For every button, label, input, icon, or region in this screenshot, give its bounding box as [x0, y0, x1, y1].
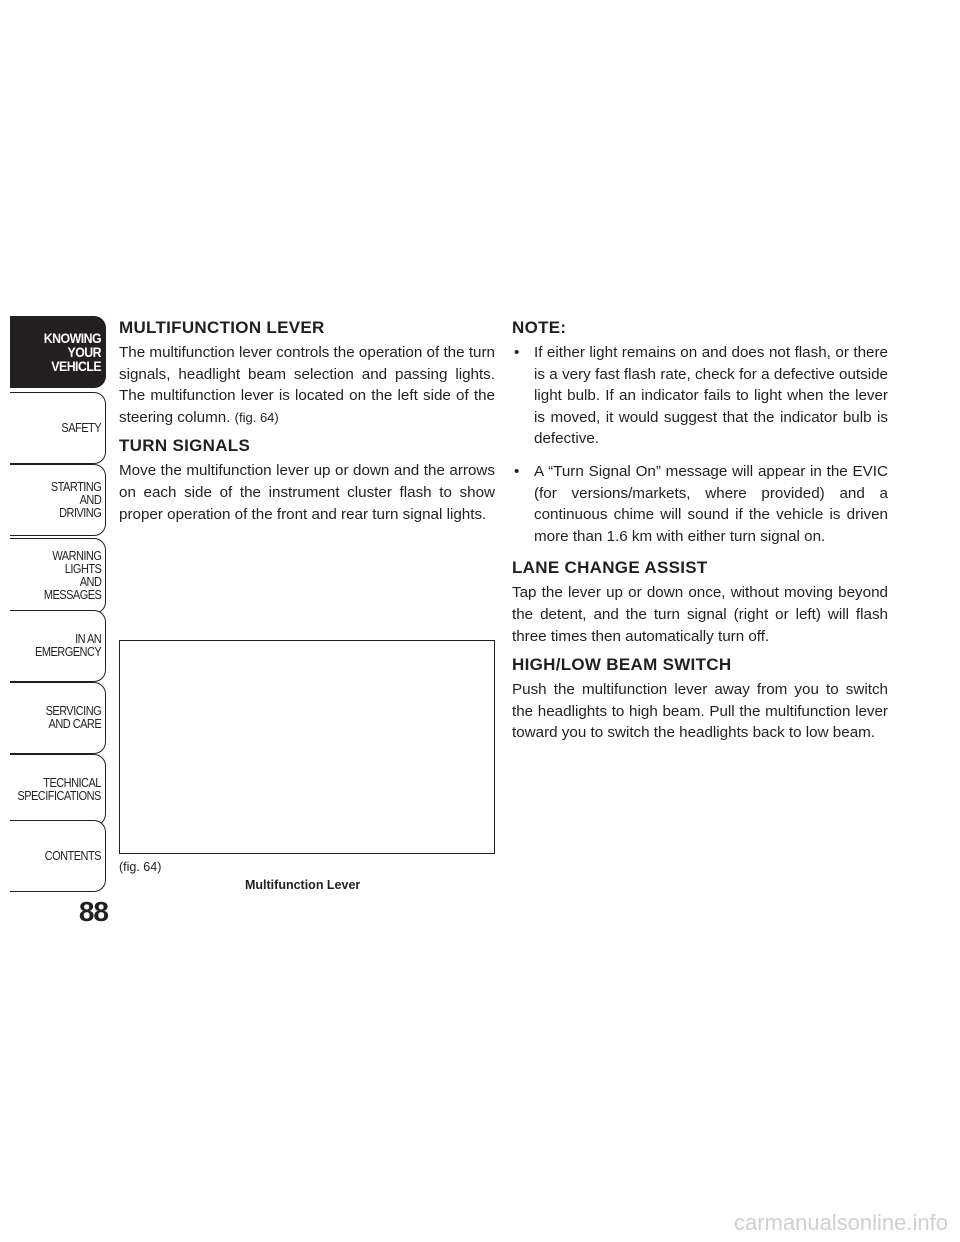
- tab-knowing-your-vehicle[interactable]: [10, 316, 106, 388]
- figure-reference-link[interactable]: (fig. 64): [234, 409, 279, 425]
- turn-signals-heading: TURN SIGNALS: [119, 436, 251, 456]
- tab-label: STARTING AND DRIVING: [50, 479, 101, 520]
- tab-label: KNOWING YOUR VEHICLE: [43, 330, 101, 374]
- tab-technical-specifications[interactable]: [10, 754, 106, 826]
- tab-label: SAFETY: [61, 420, 101, 435]
- tab-label: TECHNICAL SPECIFICATIONS: [17, 776, 101, 803]
- tab-label: IN AN EMERGENCY: [34, 632, 101, 659]
- tab-label: CONTENTS: [44, 848, 101, 863]
- tab-contents[interactable]: [10, 820, 106, 892]
- left-column: [119, 318, 495, 533]
- figure-number: (fig. 64): [119, 860, 162, 874]
- multifunction-lever-heading: MULTIFUNCTION LEVER: [119, 318, 325, 337]
- tab-starting-and-driving[interactable]: [10, 464, 106, 536]
- lane-change-assist-heading: LANE CHANGE ASSIST: [512, 558, 708, 578]
- tab-label: SERVICING AND CARE: [45, 704, 101, 731]
- figure-caption: Multifunction Lever: [245, 878, 361, 892]
- lane-change-assist-text: Tap the lever up or down once, without moving beyond the detent, and the turn signal (right or left) will flash three times then automatically turn off.: [512, 584, 888, 645]
- high-low-beam-switch-text: Push the multifunction lever away from you to switch the headlights to high beam. Pull the multifunction lever toward you to switch the headlights back to low beam.: [512, 681, 888, 742]
- figure-image-placeholder: [119, 640, 495, 854]
- tab-safety[interactable]: [10, 392, 106, 464]
- multifunction-lever-text: [119, 342, 495, 428]
- tab-label: WARNING LIGHTS AND MESSAGES: [43, 549, 101, 602]
- multifunction-lever-body: The multifunction lever controls the operation of the turn signals, headlight beam selection and passing lights. The multifunction lever is located on the left side of the steering column.: [119, 344, 495, 426]
- turn-signals-text: Move the multifunction lever up or down and the arrows on each side of the instrument cluster flash to show proper operation of the front and rear turn signal lights.: [119, 462, 495, 523]
- high-low-beam-switch-heading: HIGH/LOW BEAM SWITCH: [512, 655, 732, 675]
- note-list: [512, 342, 888, 547]
- note-item: • If either light remains on and does not flash, or there is a very fast flash rate, check for a defective outside light bulb. If an indicator fails to light when the lever is moved, it would suggest that the indicator bulb is defective.: [512, 342, 888, 450]
- right-column: [512, 318, 888, 752]
- tab-warning-lights-and-messages[interactable]: [10, 538, 106, 614]
- note-heading: NOTE:: [512, 318, 567, 337]
- watermark: carmanualsonline.info: [733, 1210, 948, 1235]
- note-item: • A “Turn Signal On” message will appear in the EVIC (for versions/markets, where provided) and a continuous chime will sound if the vehicle is driven more than 1.6 km with either turn signal on.: [512, 461, 888, 547]
- tab-servicing-and-care[interactable]: [10, 682, 106, 754]
- page-number: 88: [78, 896, 108, 927]
- tab-in-an-emergency[interactable]: [10, 610, 106, 682]
